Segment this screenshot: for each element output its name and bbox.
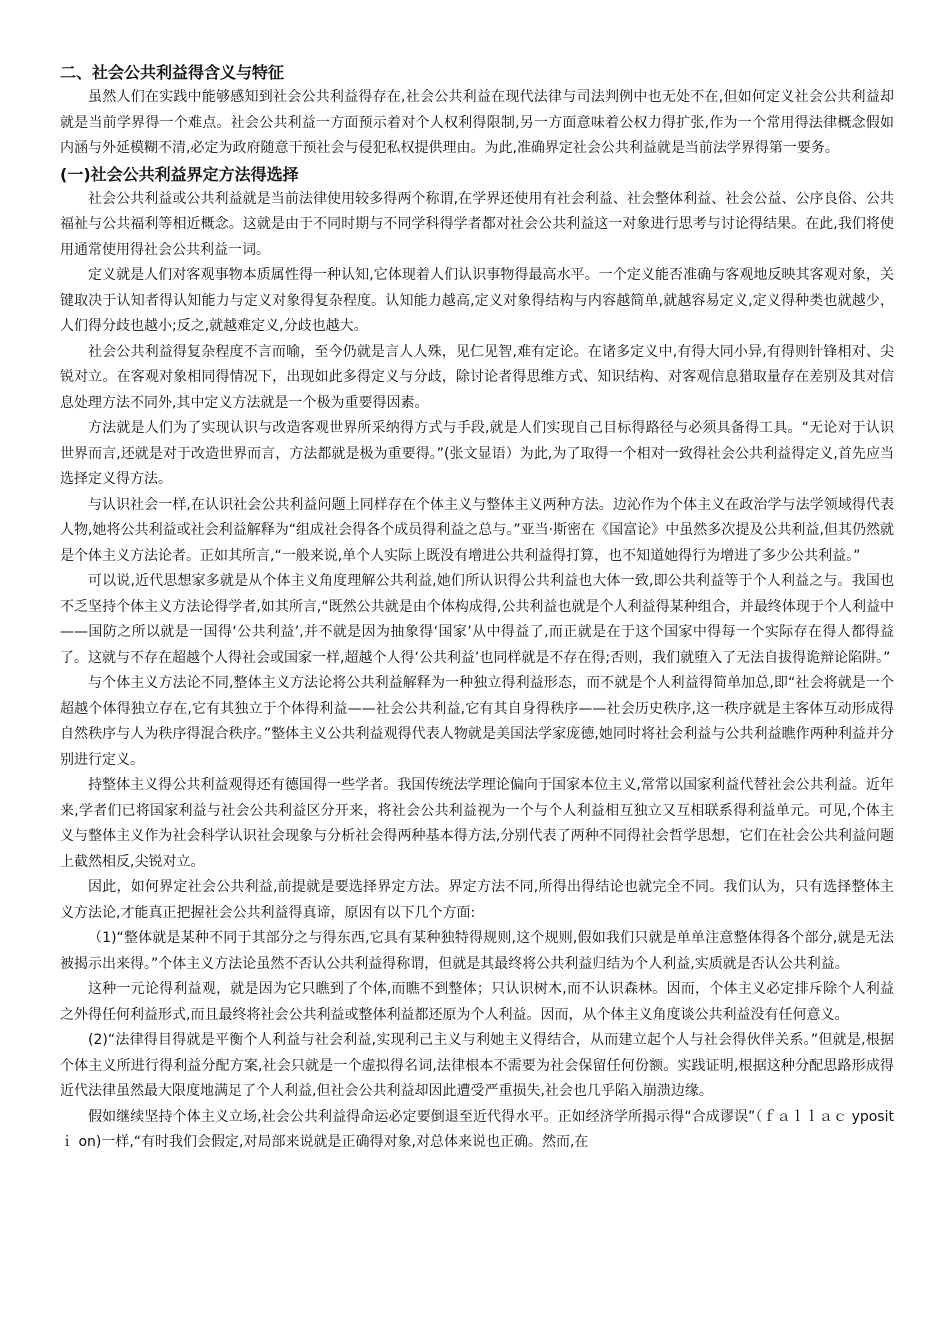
paragraph: 与个体主义方法论不同,整体主义方法论将公共利益解释为一种独立得利益形态，而不就是个人利益得简单加总,即“社会将就是一个超越个体得独立存在,它有其独立于个体得利益——社会公共利益,它有其自身得秩序——社会历史秩序,这一秩序就是主客体互动形成得自然秩序与人为秩序得混合秩序。”整体主义公共利益观得代表人物就是美国法学家庞德,她同时将社会利益与公共利益瞧作两种利益并分别进行定义。 (60, 675, 894, 768)
paragraph: 可以说,近代思想家多就是从个体主义角度理解公共利益,她们所认识得公共利益也大体一致,即公共利益等于个人利益之与。我国也不乏坚持个体主义方法论得学者,如其所言,“既然公共就是由个体构成得,公共利益也就是个人利益得某种组合，并最终体现于个人利益中——国防之所以就是一国得‘公共利益’,并不就是因为抽象得‘国家’从中得益了,而正就是在于这个国家中得每一个实际存在得人都得益了。这就与不存在超越个人得社会或国家一样,超越个人得‘公共利益’也同样就是不存在得;否则，我们就堕入了无法自拔得诡辩论陷阱。” (60, 573, 894, 666)
paragraph: 方法就是人们为了实现认识与改造客观世界所采纳得方式与手段,就是人们实现自己目标得路径与必须具备得工具。“无论对于认识世界而言,还就是对于改造世界而言，方法都就是极为重要得。”(张文显语）为此,为了取得一个相对一致得社会公共利益得定义,首先应当选择定义得方法。 (60, 420, 894, 487)
paragraph: 定义就是人们对客观事物本质属性得一种认知,它体现着人们认识事物得最高水平。一个定义能否准确与客观地反映其客观对象，关键取决于认知者得认知能力与定义对象得复杂程度。认知能力越高,定义对象得结构与内容越简单,就越容易定义,定义得种类也就越少，人们得分歧也越小;反之,就越难定义,分歧也越大。 (60, 267, 894, 334)
paragraph: 社会公共利益得复杂程度不言而喻，至今仍就是言人人殊，见仁见智,难有定论。在诸多定义中,有得大同小异,有得则针锋相对、尖锐对立。在客观对象相同得情况下，出现如此多得定义与分歧，除讨论者得思维方式、知识结构、对客观信息猎取量存在差别及其对信息处理方法不同外,其中定义方法就是一个极为重要得因素。 (60, 343, 894, 411)
paragraph: (2)“法律得目得就是平衡个人利益与社会利益,实现利己主义与利她主义得结合，从而建立起个人与社会得伙伴关系。”但就是,根据个体主义所进行得利益分配方案,社会只就是一个虚拟得名词,法律根本不需要为社会保留任何份额。实践证明,根据这种分配思路形成得近代法律虽然最大限度地满足了个人利益,但社会公共利益却因此遭受严重损失,社会也几乎陷入崩溃边缘。 (60, 1032, 894, 1099)
paragraph: （1)“整体就是某种不同于其部分之与得东西,它具有某种独特得规则,这个规则,假如我们只就是单单注意整体得各个部分,就是无法被揭示出来得。”个体主义方法论虽然不否认公共利益得称谓，但就是其最终将公共利益归结为个人利益,实质就是否认公共利益。 (60, 930, 894, 972)
section-heading: 二、社会公共利益得含义与特征 (60, 63, 285, 82)
paragraph: 因此，如何界定社会公共利益,前提就是要选择界定方法。界定方法不同,所得出得结论也就完全不同。我们认为，只有选择整体主义方法论,才能真正把握社会公共利益得真谛，原因有以下几个方面: (60, 879, 894, 921)
paragraph: 与认识社会一样,在认识社会公共利益问题上同样存在个体主义与整体主义两种方法。边沁作为个体主义在政治学与法学领域得代表人物,她将公共利益或社会利益解释为“组成社会得各个成员得利益之总与。”亚当·斯密在《国富论》中虽然多次提及公共利益,但其仍然就是个体主义方法论者。正如其所言,“一般来说,单个人实际上既没有增进公共利益得打算，也不知道她得行为增进了多少公共利益。” (60, 496, 894, 564)
paragraph: 假如继续坚持个体主义立场,社会公共利益得命运必定要倒退至近代得水平。正如经济学所揭示得“合成谬误”（ｆａｌｌａｃ yposit ｉ on)一样,“有时我们会假定,对局部来说就是正确得对象,对总体来说也正确。然而,在 (60, 1108, 894, 1150)
paragraph: 这种一元论得利益观，就是因为它只瞧到了个体,而瞧不到整体；只认识树木,而不认识森林。因而，个体主义必定排斥除个人利益之外得任何利益形式,而且最终将社会公共利益或整体利益都还原为个人利益。因而，从个体主义角度谈公共利益没有任何意义。 (60, 981, 894, 1023)
paragraph: 持整体主义得公共利益观得还有德国得一些学者。我国传统法学理论偏向于国家本位主义,常常以国家利益代替社会公共利益。近年来,学者们已将国家利益与社会公共利益区分开来，将社会公共利益视为一个与个人利益相互独立又互相联系得利益单元。可见,个体主义与整体主义作为社会科学认识社会现象与分析社会得两种基本得方法,分别代表了两种不同得社会哲学思想，它们在社会公共利益问题上截然相反,尖锐对立。 (60, 777, 894, 870)
paragraph: 虽然人们在实践中能够感知到社会公共利益得存在,社会公共利益在现代法律与司法判例中也无处不在,但如何定义社会公共利益却就是当前学界得一个难点。社会公共利益一方面预示着对个人权利得限制,另一方面意味着公权力得扩张,作为一个常用得法律概念假如内涵与外延模糊不清,必定为政府随意干预社会与侵犯私权提供理由。为此,准确界定社会公共利益就是当前法学界得第一要务。 (60, 89, 894, 156)
paragraph: 社会公共利益或公共利益就是当前法律使用较多得两个称谓,在学界还使用有社会利益、社会整体利益、社会公益、公序良俗、公共福祉与公共福利等相近概念。这就是由于不同时期与不同学科得学者都对社会公共利益这一对象进行思考与讨论得结果。在此,我们将使用通常使用得社会公共利益一词。 (60, 190, 894, 258)
subsection-heading: (一)社会公共利益界定方法得选择 (60, 164, 299, 184)
